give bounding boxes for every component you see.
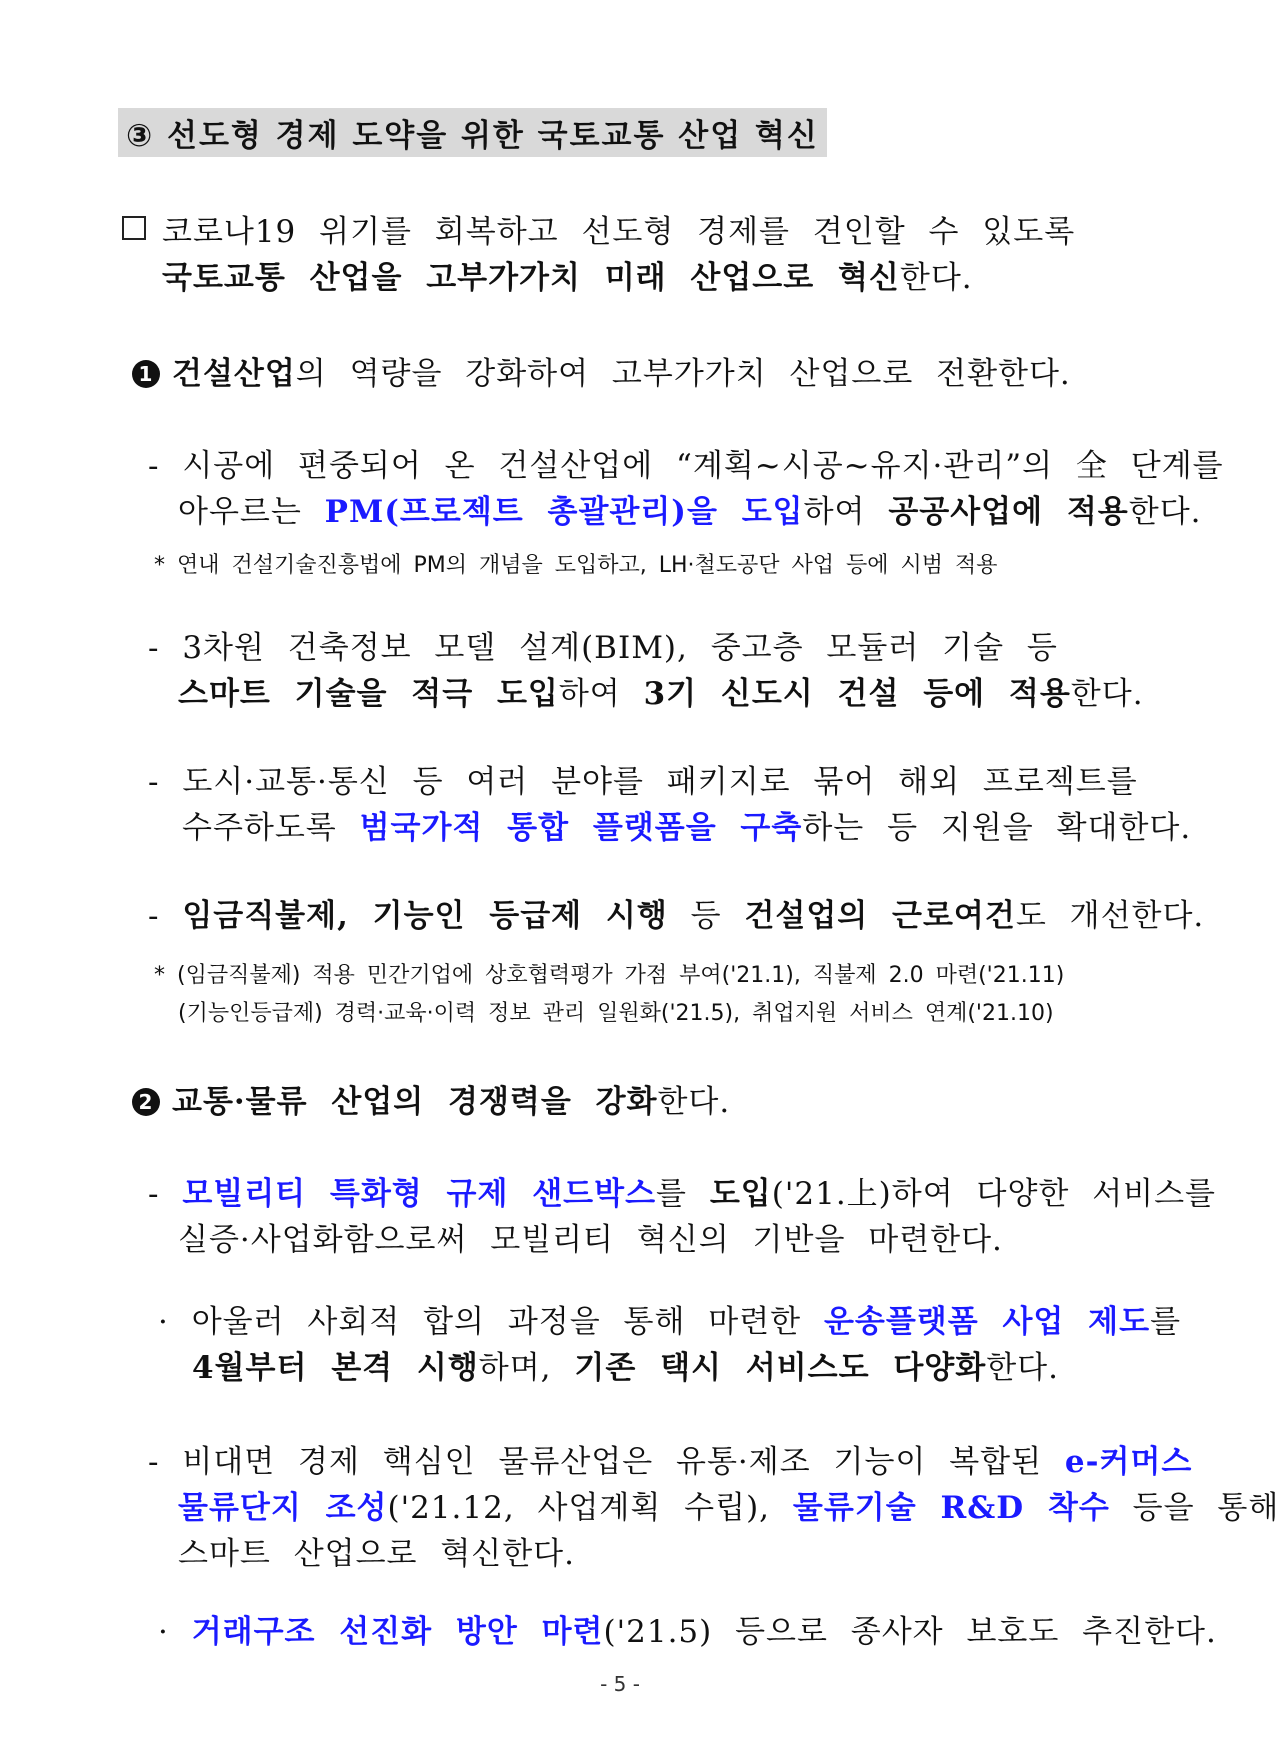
s2-bullet2-line2: 물류단지 조성('21.12, 사업계획 수립), 물류기술 R&D 착수 등을 통해 [178, 1490, 1279, 1526]
s1-bullet4: - 임금직불제, 기능인 등급제 시행 등 건설업의 근로여건도 개선한다. [148, 898, 1205, 934]
s1-bullet3-line2: 수주하도록 범국가적 통합 플랫폼을 구축하는 등 지원을 확대한다. [182, 810, 1192, 846]
filled-circle-two-icon: 2 [132, 1088, 160, 1116]
s2-dot1-line2: 4월부터 본격 시행하며, 기존 택시 서비스도 다양화한다. [192, 1350, 1059, 1386]
s2-dot1-line1: · 아울러 사회적 합의 과정을 통해 마련한 운송플랫폼 사업 제도를 [158, 1304, 1182, 1340]
s1-bullet4-note2: (기능인등급제) 경력·교육·이력 정보 관리 일원화('21.5), 취업지원 서비스 연계('21.10) [178, 1001, 1054, 1026]
s1-bullet4-note1: * (임금직불제) 적용 민간기업에 상호협력평가 가점 부여('21.1), 직불제 2.0 마련('21.11) [154, 963, 1065, 988]
s2-bullet2-line1: - 비대면 경제 핵심인 물류산업은 유통·제조 기능이 복합된 e-커머스 [148, 1444, 1193, 1480]
intro-line-2: 국토교통 산업을 고부가가치 미래 산업으로 혁신한다. [162, 260, 973, 296]
section2-title: 2 교통·물류 산업의 경쟁력을 강화한다. [132, 1076, 730, 1121]
s1-bullet1-note: * 연내 건설기술진흥법에 PM의 개념을 도입하고, LH·철도공단 사업 등에 시범 적용 [154, 553, 998, 578]
page-number: - 5 - [600, 1672, 640, 1696]
section1-title: 1 건설산업의 역량을 강화하여 고부가가치 산업으로 전환한다. [132, 348, 1071, 393]
filled-circle-one-icon: 1 [132, 360, 160, 388]
s1-bullet3-line1: - 도시·교통·통신 등 여러 분야를 패키지로 묶어 해외 프로젝트를 [148, 764, 1138, 800]
s1-bullet2-line2: 스마트 기술을 적극 도입하여 3기 신도시 건설 등에 적용한다. [178, 676, 1144, 712]
checkbox-icon [122, 216, 146, 240]
s2-bullet2-line3: 스마트 산업으로 혁신한다. [178, 1536, 575, 1572]
s1-bullet1-line1: - 시공에 편중되어 온 건설산업에 “계획~시공~유지·관리”의 全 단계를 [148, 448, 1224, 484]
section-heading: ③ 선도형 경제 도약을 위한 국토교통 산업 혁신 [118, 108, 827, 157]
s2-dot2: · 거래구조 선진화 방안 마련('21.5) 등으로 종사자 보호도 추진한다. [158, 1614, 1217, 1650]
s1-bullet2-line1: - 3차원 건축정보 모델 설계(BIM), 중고층 모듈러 기술 등 [148, 630, 1058, 666]
s1-bullet1-line2: 아우르는 PM(프로젝트 총괄관리)을 도입하여 공공사업에 적용한다. [178, 494, 1202, 530]
s2-bullet1-line1: - 모빌리티 특화형 규제 샌드박스를 도입('21.上)하여 다양한 서비스를 [148, 1176, 1216, 1212]
s2-bullet1-line2: 실증·사업화함으로써 모빌리티 혁신의 기반을 마련한다. [178, 1222, 1003, 1258]
intro-line-1: 코로나19 위기를 회복하고 선도형 경제를 견인할 수 있도록 [162, 214, 1076, 250]
